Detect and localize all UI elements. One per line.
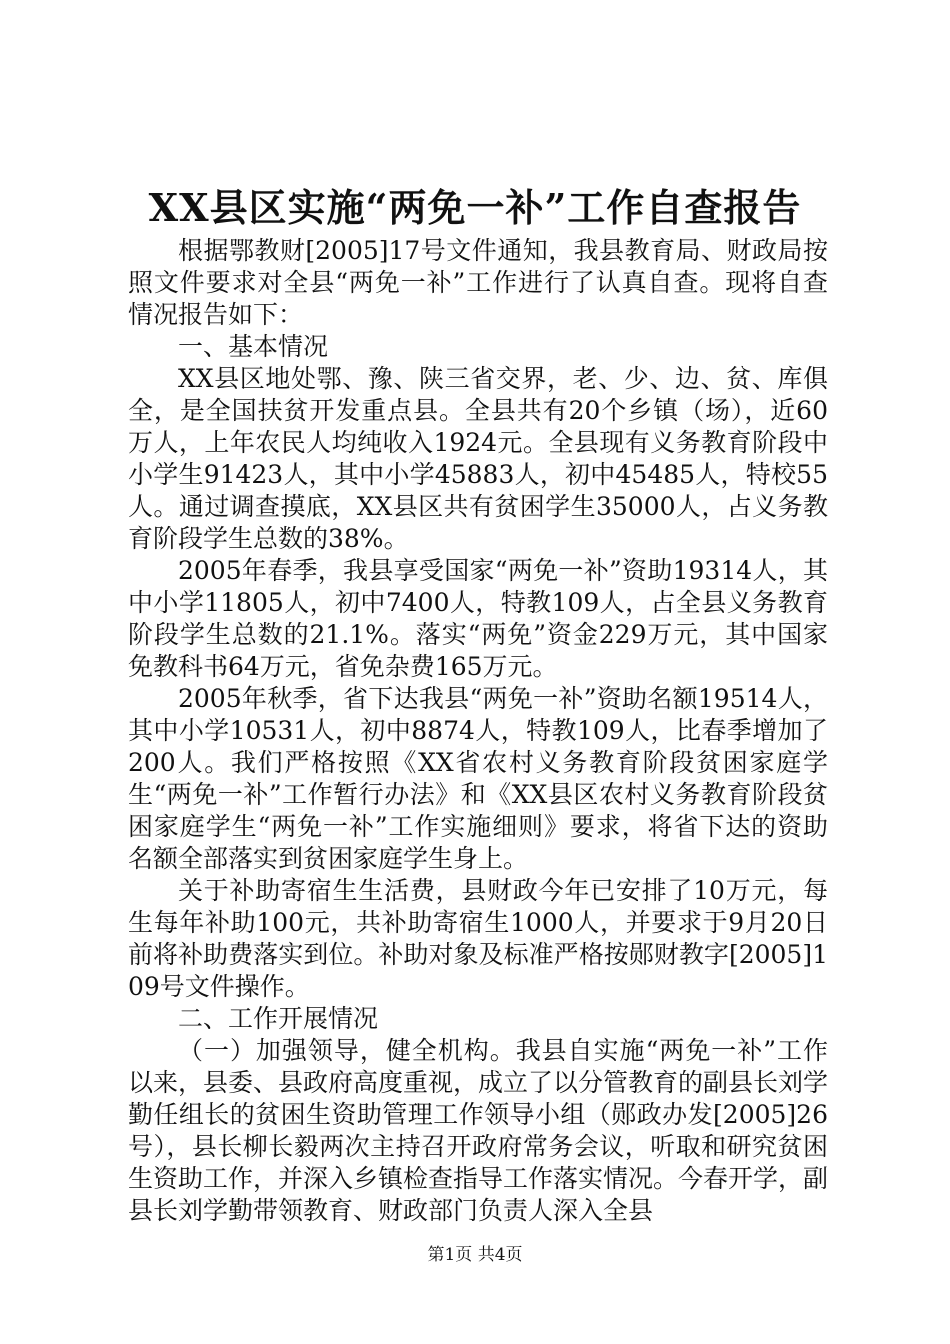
- section-heading-basic-situation: 一、基本情况: [178, 332, 329, 361]
- paragraph-autumn-2005: 2005年秋季，省下达我县“两免一补”资助名额19514人，其中小学10531人，初中8874人，特教109人，比春季增加了200人。我们严格按照《XX省农村义务教育阶段贫困家庭学生“两免一补”工作暂行办法》和《XX县区农村义务教育阶段贫困家庭学生“两免一补”工作实施细则》要求，将省下达的资助名额全部落实到贫困家庭学生身上。: [128, 684, 828, 873]
- paragraph-county-overview: XX县区地处鄂、豫、陕三省交界，老、少、边、贫、库俱全，是全国扶贫开发重点县。全县共有20个乡镇（场），近60万人，上年农民人均纯收入1924元。全县现有义务教育阶段中小学生91423人，其中小学45883人，初中45485人，特校55人。通过调查摸底，XX县区共有贫困学生35000人，占义务教育阶段学生总数的38%。: [128, 364, 828, 553]
- paragraph-boarding-subsidy: 关于补助寄宿生生活费，县财政今年已安排了10万元，每生每年补助100元，共补助寄宿生1000人，并要求于9月20日前将补助费落实到位。补助对象及标准严格按郧财教字[2005]109号文件操作。: [128, 876, 828, 1001]
- paragraph-leadership: （一）加强领导，健全机构。我县自实施“两免一补”工作以来，县委、县政府高度重视，成立了以分管教育的副县长刘学勤任组长的贫困生资助管理工作领导小组（郧政办发[2005]26号），县长柳长毅两次主持召开政府常务会议，听取和研究贫困生资助工作，并深入乡镇检查指导工作落实情况。今春开学，副县长刘学勤带领教育、财政部门负责人深入全县: [128, 1036, 829, 1225]
- document-title: XX县区实施“两免一补”工作自查报告: [148, 185, 802, 230]
- section-heading-work-progress: 二、工作开展情况: [178, 1004, 379, 1033]
- intro-paragraph: 根据鄂教财[2005]17号文件通知，我县教育局、财政局按照文件要求对全县“两免一补”工作进行了认真自查。现将自查情况报告如下：: [128, 236, 828, 329]
- page-footer: 第1页 共4页: [427, 1245, 523, 1265]
- document-body: [128, 235, 828, 1227]
- paragraph-spring-2005: 2005年春季，我县享受国家“两免一补”资助19314人，其中小学11805人，初中7400人，特教109人，占全县义务教育阶段学生总数的21.1%。落实“两免”资金229万元，其中国家免教科书64万元，省免杂费165万元。: [128, 556, 828, 681]
